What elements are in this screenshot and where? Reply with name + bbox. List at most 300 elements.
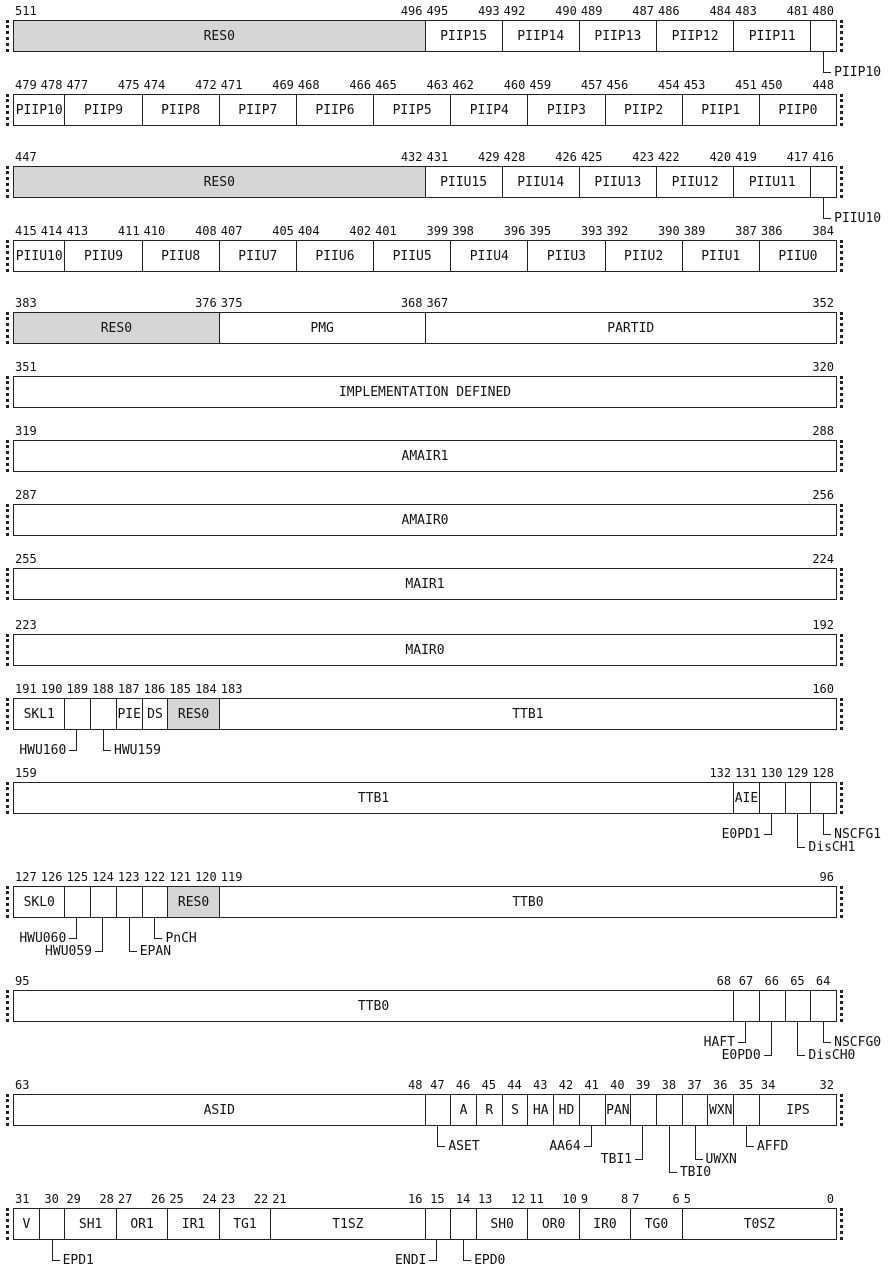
callout-line: [52, 1240, 60, 1261]
bit-number: 23: [220, 1192, 236, 1206]
bit-number: 426: [555, 150, 577, 164]
field-wxn[interactable]: WXN: [707, 1094, 734, 1126]
callout-line: [69, 730, 77, 751]
bit-number: 479: [15, 78, 37, 92]
field-ir1[interactable]: IR1: [167, 1208, 219, 1240]
bit-number: 25: [169, 1192, 184, 1206]
bit-number: 477: [66, 78, 89, 92]
field-piip4[interactable]: PIIP4: [450, 94, 528, 126]
continuation-left: [6, 440, 9, 472]
field-or1[interactable]: OR1: [116, 1208, 168, 1240]
register-row: [0, 1074, 890, 1180]
bit-number: 320: [812, 360, 834, 374]
bit-number: 392: [606, 224, 629, 238]
bit-number: 453: [683, 78, 706, 92]
field-piip3[interactable]: PIIP3: [527, 94, 605, 126]
field-tg0[interactable]: TG0: [630, 1208, 682, 1240]
callout-line: [95, 918, 103, 952]
field-bit-129[interactable]: [785, 782, 812, 814]
field-ttb0[interactable]: TTB0: [13, 990, 734, 1022]
bit-number: 37: [687, 1078, 702, 1092]
field-bit-125[interactable]: [64, 886, 91, 918]
field-bit-39[interactable]: [630, 1094, 657, 1126]
field-piip12[interactable]: PIIP12: [656, 20, 734, 52]
callout-label-piiu10: PIIU10: [834, 211, 882, 226]
bit-number: 123: [117, 870, 140, 884]
callout-line: [797, 1022, 805, 1056]
field-ttb0[interactable]: TTB0: [219, 886, 837, 918]
field-ha[interactable]: HA: [527, 1094, 554, 1126]
bit-number: 44: [507, 1078, 522, 1092]
bit-number: 420: [709, 150, 732, 164]
bit-number: 460: [503, 78, 526, 92]
bit-number: 96: [819, 870, 834, 884]
callout-line: [429, 1240, 437, 1261]
callout-label-hwu159: HWU159: [114, 743, 161, 758]
field-piip6[interactable]: PIIP6: [296, 94, 374, 126]
bit-number: 368: [400, 296, 423, 310]
bit-number: 475: [117, 78, 140, 92]
bit-number: 367: [426, 296, 449, 310]
field-or0[interactable]: OR0: [527, 1208, 579, 1240]
bit-number: 129: [786, 766, 809, 780]
callout-line: [437, 1126, 445, 1147]
continuation-right: [840, 20, 843, 52]
callout-label-endi: ENDI: [395, 1253, 427, 1268]
bit-number: 404: [297, 224, 320, 238]
callout-line: [635, 1126, 643, 1160]
register-row: [0, 1188, 890, 1288]
callout-label-uwxn: UWXN: [705, 1152, 737, 1167]
field-piiu5[interactable]: PIIU5: [373, 240, 451, 272]
bit-number: 28: [99, 1192, 114, 1206]
bit-number: 127: [15, 870, 37, 884]
bit-number: 457: [580, 78, 603, 92]
continuation-left: [6, 504, 9, 536]
bit-number: 415: [15, 224, 37, 238]
bit-number: 132: [709, 766, 732, 780]
bit-number: 189: [66, 682, 89, 696]
bit-number: 422: [657, 150, 680, 164]
callout-line: [823, 52, 831, 73]
continuation-right: [840, 990, 843, 1022]
continuation-left: [6, 1094, 9, 1126]
bit-number: 489: [580, 4, 603, 18]
bit-number: 419: [735, 150, 757, 164]
bit-number: 224: [812, 552, 834, 566]
bit-number: 190: [40, 682, 63, 696]
bit-number: 183: [220, 682, 243, 696]
field-pie[interactable]: PIE: [116, 698, 143, 730]
field-piiu2[interactable]: PIIU2: [605, 240, 683, 272]
bit-number: 192: [812, 618, 834, 632]
field-piiu6[interactable]: PIIU6: [296, 240, 374, 272]
field-bit-30[interactable]: [39, 1208, 66, 1240]
bit-number: 428: [503, 150, 526, 164]
bit-number: 9: [580, 1192, 589, 1206]
bit-number: 6: [672, 1192, 680, 1206]
bit-number: 487: [632, 4, 654, 18]
bit-number: 471: [220, 78, 243, 92]
bit-number: 393: [580, 224, 603, 238]
continuation-right: [840, 376, 843, 408]
bit-number: 396: [503, 224, 526, 238]
field-amair0[interactable]: AMAIR0: [13, 504, 837, 536]
field-bit-66[interactable]: [759, 990, 786, 1022]
callout-label-piip10: PIIP10: [834, 65, 882, 80]
bit-number: 456: [606, 78, 629, 92]
callout-line: [764, 814, 772, 835]
field-ttb1[interactable]: TTB1: [219, 698, 837, 730]
continuation-right: [840, 440, 843, 472]
callout-line: [738, 1022, 746, 1043]
bit-number: 375: [220, 296, 243, 310]
callout-line: [823, 1022, 831, 1043]
bit-number: 386: [760, 224, 783, 238]
bit-number: 185: [169, 682, 191, 696]
field-bit-189[interactable]: [64, 698, 91, 730]
bit-number: 389: [683, 224, 706, 238]
field-bit-15[interactable]: [425, 1208, 452, 1240]
bit-number: 468: [297, 78, 320, 92]
bit-number: 383: [15, 296, 37, 310]
bit-number: 159: [15, 766, 37, 780]
field-piip9[interactable]: PIIP9: [64, 94, 142, 126]
bit-number: 42: [558, 1078, 574, 1092]
bit-number: 469: [272, 78, 294, 92]
bit-number: 31: [15, 1192, 30, 1206]
field-res0[interactable]: RES0: [167, 886, 219, 918]
field-piiu12[interactable]: PIIU12: [656, 166, 734, 198]
continuation-right: [840, 166, 843, 198]
continuation-right: [840, 240, 843, 272]
callout-label-epd1: EPD1: [62, 1253, 94, 1268]
field-sh0[interactable]: SH0: [476, 1208, 528, 1240]
callout-line: [584, 1126, 592, 1147]
continuation-left: [6, 782, 9, 814]
bit-number: 13: [477, 1192, 493, 1206]
field-bit-47[interactable]: [425, 1094, 452, 1126]
field-piiu3[interactable]: PIIU3: [527, 240, 605, 272]
continuation-left: [6, 698, 9, 730]
continuation-left: [6, 94, 9, 126]
field-piip15[interactable]: PIIP15: [425, 20, 503, 52]
bit-number: 351: [15, 360, 37, 374]
field-asid[interactable]: ASID: [13, 1094, 426, 1126]
field-res0[interactable]: RES0: [167, 698, 219, 730]
bit-number: 490: [555, 4, 577, 18]
field-piiu13[interactable]: PIIU13: [579, 166, 657, 198]
callout-label-pnch: PnCH: [165, 931, 197, 946]
field-skl0[interactable]: SKL0: [13, 886, 65, 918]
bit-number: 223: [15, 618, 37, 632]
field-bit-416[interactable]: [810, 166, 837, 198]
bit-number: 511: [15, 4, 37, 18]
field-bit-123[interactable]: [116, 886, 143, 918]
bit-number: 484: [709, 4, 732, 18]
field-piiu7[interactable]: PIIU7: [219, 240, 297, 272]
bit-number: 184: [195, 682, 217, 696]
bit-number: 15: [430, 1192, 445, 1206]
bit-number: 36: [713, 1078, 728, 1092]
bit-number: 496: [400, 4, 423, 18]
field-piiu1[interactable]: PIIU1: [682, 240, 760, 272]
field-piip0[interactable]: PIIP0: [759, 94, 837, 126]
bit-number: 405: [272, 224, 294, 238]
bit-number: 288: [812, 424, 834, 438]
field-piip1[interactable]: PIIP1: [682, 94, 760, 126]
bit-number: 30: [44, 1192, 59, 1206]
bit-number: 65: [790, 974, 805, 988]
bit-number: 14: [455, 1192, 471, 1206]
bit-number: 64: [815, 974, 831, 988]
field-piip10[interactable]: PIIP10: [13, 94, 65, 126]
bit-number: 121: [169, 870, 191, 884]
bit-number: 413: [66, 224, 89, 238]
register-row: [0, 762, 890, 862]
bit-number: 22: [253, 1192, 269, 1206]
bit-number: 493: [477, 4, 500, 18]
field-ds[interactable]: DS: [142, 698, 169, 730]
continuation-left: [6, 240, 9, 272]
field-piip14[interactable]: PIIP14: [502, 20, 580, 52]
bit-number: 130: [760, 766, 783, 780]
field-bit-188[interactable]: [90, 698, 117, 730]
field-res0[interactable]: RES0: [13, 312, 220, 344]
field-piiu10[interactable]: PIIU10: [13, 240, 65, 272]
bit-number: 408: [195, 224, 217, 238]
bit-number: 417: [786, 150, 809, 164]
bit-number: 447: [15, 150, 37, 164]
field-partid[interactable]: PARTID: [425, 312, 838, 344]
field-bit-124[interactable]: [90, 886, 117, 918]
bit-number: 478: [40, 78, 63, 92]
continuation-right: [840, 782, 843, 814]
field-bit-37[interactable]: [682, 1094, 709, 1126]
bit-number: 402: [349, 224, 372, 238]
bit-number: 21: [272, 1192, 287, 1206]
field-piip5[interactable]: PIIP5: [373, 94, 451, 126]
callout-line: [463, 1240, 471, 1261]
field-piip11[interactable]: PIIP11: [733, 20, 811, 52]
bit-number: 0: [826, 1192, 834, 1206]
bit-number: 39: [635, 1078, 651, 1092]
bit-number: 463: [426, 78, 449, 92]
continuation-left: [6, 20, 9, 52]
callout-label-aa64: AA64: [549, 1139, 581, 1154]
bit-number: 124: [92, 870, 114, 884]
bit-number: 191: [15, 682, 37, 696]
field-bit-64[interactable]: [810, 990, 837, 1022]
continuation-right: [840, 504, 843, 536]
continuation-right: [840, 886, 843, 918]
field-bit-35[interactable]: [733, 1094, 760, 1126]
field-bit-122[interactable]: [142, 886, 169, 918]
callout-label-nscfg1: NSCFG1: [834, 827, 882, 842]
callout-label-haft: HAFT: [703, 1035, 735, 1050]
field-t0sz[interactable]: T0SZ: [682, 1208, 837, 1240]
bit-number: 474: [143, 78, 166, 92]
bit-number: 451: [735, 78, 757, 92]
bit-number: 5: [683, 1192, 691, 1206]
bit-number: 120: [195, 870, 217, 884]
bit-number: 256: [812, 488, 834, 502]
register-row: [0, 970, 890, 1070]
field-res0[interactable]: RES0: [13, 166, 426, 198]
bit-number: 432: [400, 150, 423, 164]
field-piip2[interactable]: PIIP2: [605, 94, 683, 126]
bit-number: 8: [621, 1192, 629, 1206]
bit-number: 128: [812, 766, 834, 780]
bit-number: 423: [632, 150, 654, 164]
bit-number: 411: [117, 224, 140, 238]
field-bit-480[interactable]: [810, 20, 837, 52]
callout-line: [746, 1126, 754, 1147]
callout-label-tbi0: TBI0: [679, 1165, 712, 1180]
field-r[interactable]: R: [476, 1094, 503, 1126]
bit-number: 399: [426, 224, 449, 238]
callout-line: [103, 730, 111, 751]
field-ttb1[interactable]: TTB1: [13, 782, 734, 814]
continuation-left: [6, 376, 9, 408]
bit-number: 431: [426, 150, 449, 164]
bit-number: 67: [738, 974, 754, 988]
bit-number: 29: [66, 1192, 81, 1206]
field-a[interactable]: A: [450, 1094, 477, 1126]
bit-number: 7: [632, 1192, 640, 1206]
callout-label-affd: AFFD: [756, 1139, 789, 1154]
callout-line: [764, 1022, 772, 1056]
bit-number: 384: [812, 224, 834, 238]
register-row: [0, 866, 890, 966]
bit-number: 465: [375, 78, 397, 92]
field-pan[interactable]: PAN: [605, 1094, 632, 1126]
field-sh1[interactable]: SH1: [64, 1208, 116, 1240]
field-piiu11[interactable]: PIIU11: [733, 166, 811, 198]
bit-number: 38: [661, 1078, 677, 1092]
bit-number: 287: [15, 488, 37, 502]
bit-number: 486: [657, 4, 680, 18]
field-res0[interactable]: RES0: [13, 20, 426, 52]
bit-number: 187: [117, 682, 140, 696]
bit-number: 492: [503, 4, 526, 18]
continuation-right: [840, 94, 843, 126]
bit-number: 416: [812, 150, 834, 164]
field-mair1[interactable]: MAIR1: [13, 568, 837, 600]
continuation-right: [840, 1208, 843, 1240]
field-amair1[interactable]: AMAIR1: [13, 440, 837, 472]
field-bit-38[interactable]: [656, 1094, 683, 1126]
bit-number: 95: [15, 974, 30, 988]
field-bit-65[interactable]: [785, 990, 812, 1022]
continuation-left: [6, 312, 9, 344]
field-v[interactable]: V: [13, 1208, 40, 1240]
bit-number: 459: [529, 78, 552, 92]
bit-number: 26: [150, 1192, 166, 1206]
field-bit-67[interactable]: [733, 990, 760, 1022]
field-bit-41[interactable]: [579, 1094, 606, 1126]
bit-number: 450: [760, 78, 783, 92]
field-tg1[interactable]: TG1: [219, 1208, 271, 1240]
callout-label-nscfg0: NSCFG0: [834, 1035, 882, 1050]
field-ips[interactable]: IPS: [759, 1094, 837, 1126]
callout-line: [823, 814, 831, 835]
field-piiu9[interactable]: PIIU9: [64, 240, 142, 272]
bit-number: 398: [452, 224, 474, 238]
callout-line: [669, 1126, 677, 1173]
bit-number: 481: [786, 4, 809, 18]
field-piiu8[interactable]: PIIU8: [142, 240, 220, 272]
bit-number: 122: [143, 870, 166, 884]
bit-number: 407: [220, 224, 243, 238]
bit-number: 32: [819, 1078, 834, 1092]
bit-number: 466: [349, 78, 372, 92]
field-mair0[interactable]: MAIR0: [13, 634, 837, 666]
field-implementation-defined[interactable]: IMPLEMENTATION DEFINED: [13, 376, 837, 408]
bit-number: 34: [760, 1078, 776, 1092]
bit-number: 387: [735, 224, 757, 238]
callout-line: [129, 918, 137, 952]
bit-number: 45: [481, 1078, 497, 1092]
bit-number: 68: [716, 974, 732, 988]
continuation-left: [6, 1208, 9, 1240]
field-bit-130[interactable]: [759, 782, 786, 814]
field-pmg[interactable]: PMG: [219, 312, 426, 344]
callout-label-aset: ASET: [448, 1139, 480, 1154]
bit-number: 12: [510, 1192, 526, 1206]
bit-number: 16: [408, 1192, 423, 1206]
bit-number: 160: [812, 682, 834, 696]
callout-line: [797, 814, 805, 848]
field-bit-128[interactable]: [810, 782, 837, 814]
callout-label-e0pd0: E0PD0: [721, 1048, 761, 1063]
callout-line: [823, 198, 831, 219]
bit-number: 480: [812, 4, 834, 18]
continuation-right: [840, 634, 843, 666]
field-skl1[interactable]: SKL1: [13, 698, 65, 730]
bit-number: 125: [66, 870, 89, 884]
callout-line: [695, 1126, 703, 1160]
field-piip8[interactable]: PIIP8: [142, 94, 220, 126]
bit-number: 429: [477, 150, 500, 164]
continuation-right: [840, 568, 843, 600]
field-t1sz[interactable]: T1SZ: [270, 1208, 425, 1240]
callout-label-e0pd1: E0PD1: [721, 827, 761, 842]
continuation-left: [6, 568, 9, 600]
continuation-left: [6, 166, 9, 198]
field-piip13[interactable]: PIIP13: [579, 20, 657, 52]
field-aie[interactable]: AIE: [733, 782, 760, 814]
bit-number: 495: [426, 4, 449, 18]
field-piip7[interactable]: PIIP7: [219, 94, 297, 126]
callout-line: [154, 918, 162, 939]
continuation-right: [840, 1094, 843, 1126]
bit-number: 319: [15, 424, 37, 438]
field-ir0[interactable]: IR0: [579, 1208, 631, 1240]
bit-number: 46: [455, 1078, 471, 1092]
field-piiu14[interactable]: PIIU14: [502, 166, 580, 198]
field-piiu15[interactable]: PIIU15: [425, 166, 503, 198]
field-hd[interactable]: HD: [553, 1094, 580, 1126]
field-piiu0[interactable]: PIIU0: [759, 240, 837, 272]
continuation-left: [6, 634, 9, 666]
field-bit-14[interactable]: [450, 1208, 477, 1240]
field-s[interactable]: S: [502, 1094, 529, 1126]
callout-label-disch0: DisCH0: [808, 1048, 856, 1063]
bit-number: 401: [375, 224, 397, 238]
bit-number: 472: [195, 78, 217, 92]
field-piiu4[interactable]: PIIU4: [450, 240, 528, 272]
